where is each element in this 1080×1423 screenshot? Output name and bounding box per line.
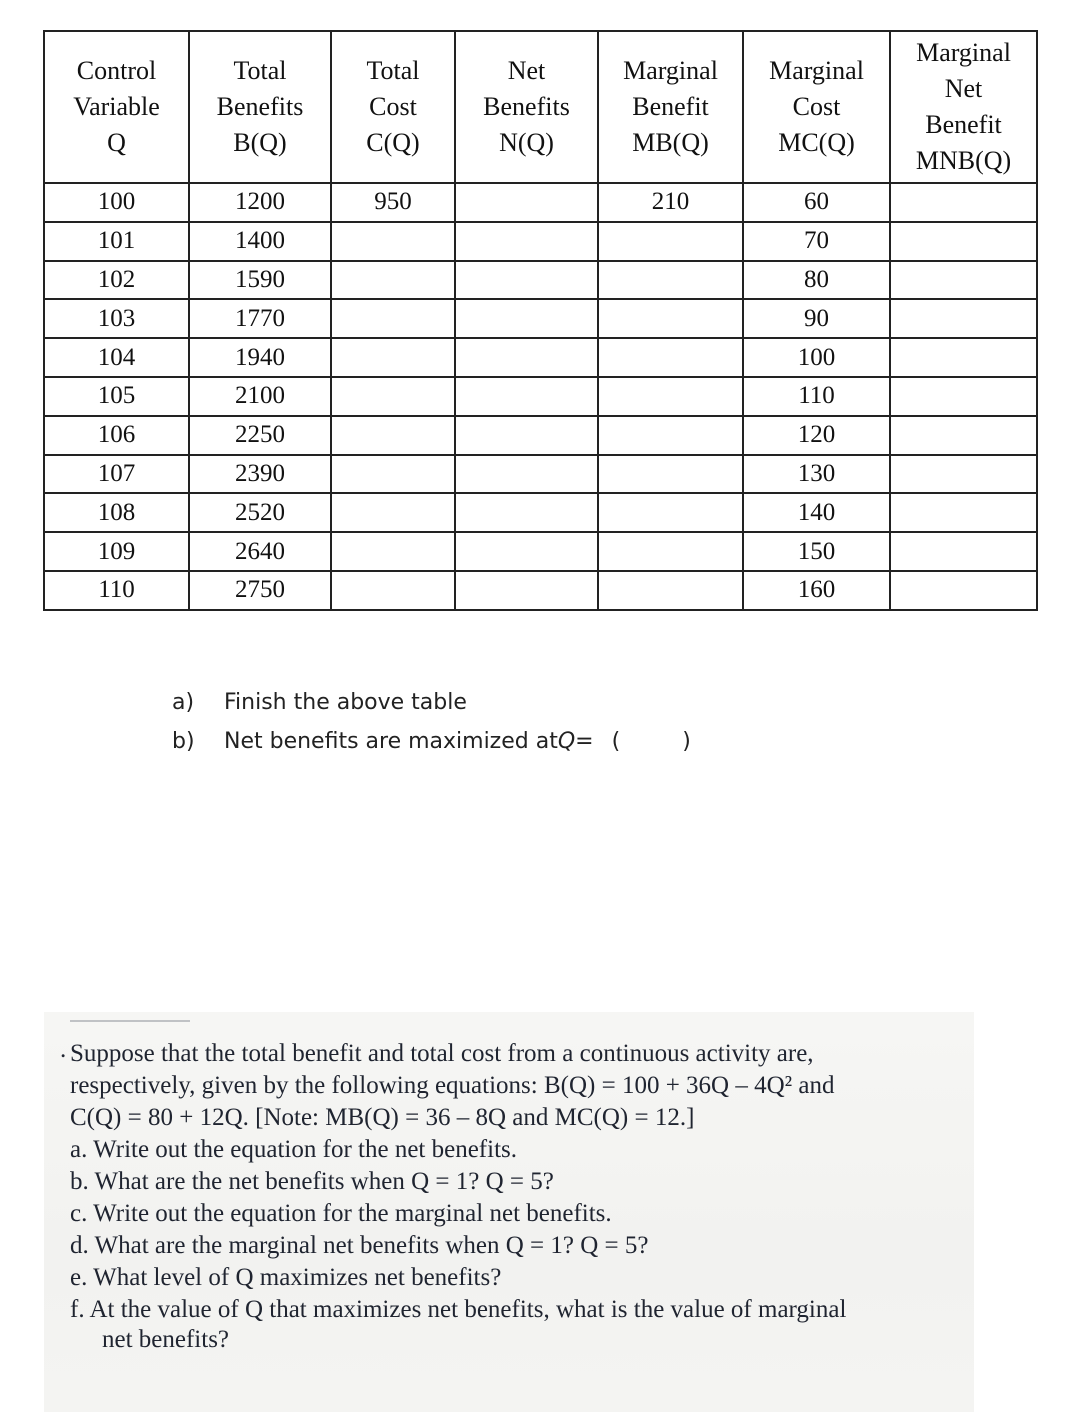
column-header-line: Benefits xyxy=(483,92,570,121)
table-cell xyxy=(890,571,1037,610)
table-cell xyxy=(598,571,743,610)
question-a xyxy=(172,683,691,722)
table-row xyxy=(44,261,1037,300)
scanned-problem xyxy=(44,1012,974,1412)
problem-line-3: C(Q) = 80 + 12Q. [Note: MB(Q) = 36 – 8Q and MC(Q) = 12.] xyxy=(70,1104,695,1131)
column-header-line: Cost xyxy=(369,92,417,121)
column-header-line: Total xyxy=(366,56,420,85)
table-cell: 90 xyxy=(743,299,890,338)
column-header xyxy=(44,31,189,183)
problem-part-a: a. Write out the equation for the net benefits. xyxy=(70,1136,517,1163)
table-cell: 80 xyxy=(743,261,890,300)
benefits-cost-table xyxy=(43,30,1038,611)
table-cell: 120 xyxy=(743,416,890,455)
table-cell xyxy=(331,299,455,338)
column-header-line: Benefit xyxy=(925,110,1002,139)
table-cell xyxy=(331,338,455,377)
column-header-line: Q xyxy=(107,128,126,157)
table-cell xyxy=(455,571,598,610)
table-cell: 1200 xyxy=(189,183,331,222)
table-cell: 2750 xyxy=(189,571,331,610)
table-cell xyxy=(598,493,743,532)
question-b xyxy=(172,722,691,761)
column-header-line: C(Q) xyxy=(366,128,420,157)
problem-part-b: b. What are the net benefits when Q = 1? Q = 5? xyxy=(70,1168,554,1195)
table-cell: 140 xyxy=(743,493,890,532)
answer-blank-open: ( xyxy=(611,729,621,754)
column-header-line: MNB(Q) xyxy=(915,146,1012,175)
column-header-line: Benefits xyxy=(216,92,304,121)
table-cell xyxy=(331,455,455,494)
problem-bullet: . xyxy=(60,1036,67,1063)
column-header xyxy=(598,31,743,183)
problem-part-d: d. What are the marginal net benefits when Q = 1? Q = 5? xyxy=(70,1232,649,1259)
column-header-line: B(Q) xyxy=(233,128,287,157)
table-row xyxy=(44,377,1037,416)
table-cell: 110 xyxy=(743,377,890,416)
table-cell xyxy=(598,299,743,338)
table-cell: 130 xyxy=(743,455,890,494)
table-cell xyxy=(598,261,743,300)
column-header-line: Marginal xyxy=(916,38,1011,67)
table-row xyxy=(44,493,1037,532)
problem-part-c: c. Write out the equation for the marginal net benefits. xyxy=(70,1200,612,1227)
table-cell xyxy=(455,493,598,532)
table-cell xyxy=(890,416,1037,455)
table-cell: 1400 xyxy=(189,222,331,261)
column-header-line: MB(Q) xyxy=(632,128,709,157)
table-cell xyxy=(598,338,743,377)
question-b-variable: Q xyxy=(557,729,576,754)
column-header-line: Total xyxy=(233,56,287,85)
table-cell: 2520 xyxy=(189,493,331,532)
table-row xyxy=(44,222,1037,261)
table-cell: 104 xyxy=(44,338,189,377)
table-cell: 2390 xyxy=(189,455,331,494)
table-cell xyxy=(331,261,455,300)
table-cell xyxy=(598,222,743,261)
data-table-container xyxy=(43,30,1036,611)
answer-blank-close: ) xyxy=(682,729,691,754)
table-cell: 210 xyxy=(598,183,743,222)
table-cell xyxy=(331,222,455,261)
table-cell xyxy=(455,416,598,455)
table-cell: 1770 xyxy=(189,299,331,338)
table-cell xyxy=(890,455,1037,494)
column-header-line: Net xyxy=(507,56,546,85)
table-row xyxy=(44,455,1037,494)
table-cell xyxy=(455,532,598,571)
table-cell: 1940 xyxy=(189,338,331,377)
table-cell: 103 xyxy=(44,299,189,338)
table-cell: 106 xyxy=(44,416,189,455)
problem-line-1: Suppose that the total benefit and total cost from a continuous activity are, xyxy=(70,1040,814,1067)
table-cell xyxy=(331,416,455,455)
problem-line-2: respectively, given by the following equations: B(Q) = 100 + 36Q – 4Q² and xyxy=(70,1072,835,1099)
table-cell xyxy=(455,222,598,261)
column-header xyxy=(743,31,890,183)
question-a-marker: a) xyxy=(172,690,195,715)
table-cell xyxy=(890,299,1037,338)
table-cell: 1590 xyxy=(189,261,331,300)
column-header-line: Net xyxy=(944,74,983,103)
table-cell: 105 xyxy=(44,377,189,416)
table-cell xyxy=(598,416,743,455)
table-questions xyxy=(172,683,691,761)
table-cell xyxy=(890,261,1037,300)
table-cell: 60 xyxy=(743,183,890,222)
table-cell xyxy=(598,455,743,494)
table-cell: 107 xyxy=(44,455,189,494)
table-cell xyxy=(331,493,455,532)
table-cell: 101 xyxy=(44,222,189,261)
column-header-line: Benefit xyxy=(632,92,709,121)
column-header-line: Control xyxy=(76,56,157,85)
problem-part-f: f. At the value of Q that maximizes net benefits, what is the value of marginal xyxy=(70,1296,847,1323)
table-cell xyxy=(890,377,1037,416)
table-cell: 110 xyxy=(44,571,189,610)
table-header-row xyxy=(44,31,1037,183)
table-cell xyxy=(455,338,598,377)
table-cell: 2250 xyxy=(189,416,331,455)
table-row xyxy=(44,532,1037,571)
column-header-line: Marginal xyxy=(769,56,864,85)
table-cell xyxy=(455,455,598,494)
question-b-text: Net benefits are maximized at xyxy=(224,729,558,754)
table-cell: 109 xyxy=(44,532,189,571)
table-row xyxy=(44,571,1037,610)
column-header xyxy=(455,31,598,183)
table-cell xyxy=(331,377,455,416)
table-cell xyxy=(890,338,1037,377)
table-cell xyxy=(455,377,598,416)
table-cell: 102 xyxy=(44,261,189,300)
problem-part-f-cont: net benefits? xyxy=(102,1326,230,1353)
scan-smudge xyxy=(70,1020,190,1028)
table-cell: 950 xyxy=(331,183,455,222)
column-header-line: Marginal xyxy=(623,56,718,85)
column-header-line: Cost xyxy=(792,92,841,121)
table-row xyxy=(44,416,1037,455)
answer-blank xyxy=(612,729,691,754)
column-header-line: N(Q) xyxy=(499,128,554,157)
table-cell: 150 xyxy=(743,532,890,571)
column-header xyxy=(189,31,331,183)
table-cell xyxy=(455,183,598,222)
table-cell: 2100 xyxy=(189,377,331,416)
question-a-text: Finish the above table xyxy=(224,690,467,715)
table-cell xyxy=(331,571,455,610)
table-cell: 160 xyxy=(743,571,890,610)
table-cell: 100 xyxy=(743,338,890,377)
column-header-line: Variable xyxy=(73,92,160,121)
table-cell xyxy=(455,299,598,338)
table-cell xyxy=(598,377,743,416)
table-cell: 70 xyxy=(743,222,890,261)
column-header xyxy=(331,31,455,183)
table-cell xyxy=(890,493,1037,532)
table-row xyxy=(44,338,1037,377)
column-header xyxy=(890,31,1037,183)
table-body xyxy=(44,183,1037,610)
table-cell: 108 xyxy=(44,493,189,532)
table-row xyxy=(44,299,1037,338)
table-cell xyxy=(890,532,1037,571)
table-cell xyxy=(455,261,598,300)
table-cell: 100 xyxy=(44,183,189,222)
table-row xyxy=(44,183,1037,222)
column-header-line: MC(Q) xyxy=(778,128,855,157)
table-cell xyxy=(890,222,1037,261)
table-cell xyxy=(331,532,455,571)
question-b-marker: b) xyxy=(172,729,195,754)
question-b-equals: = xyxy=(575,729,594,754)
table-cell xyxy=(598,532,743,571)
table-cell: 2640 xyxy=(189,532,331,571)
table-cell xyxy=(890,183,1037,222)
problem-part-e: e. What level of Q maximizes net benefits? xyxy=(70,1264,502,1291)
